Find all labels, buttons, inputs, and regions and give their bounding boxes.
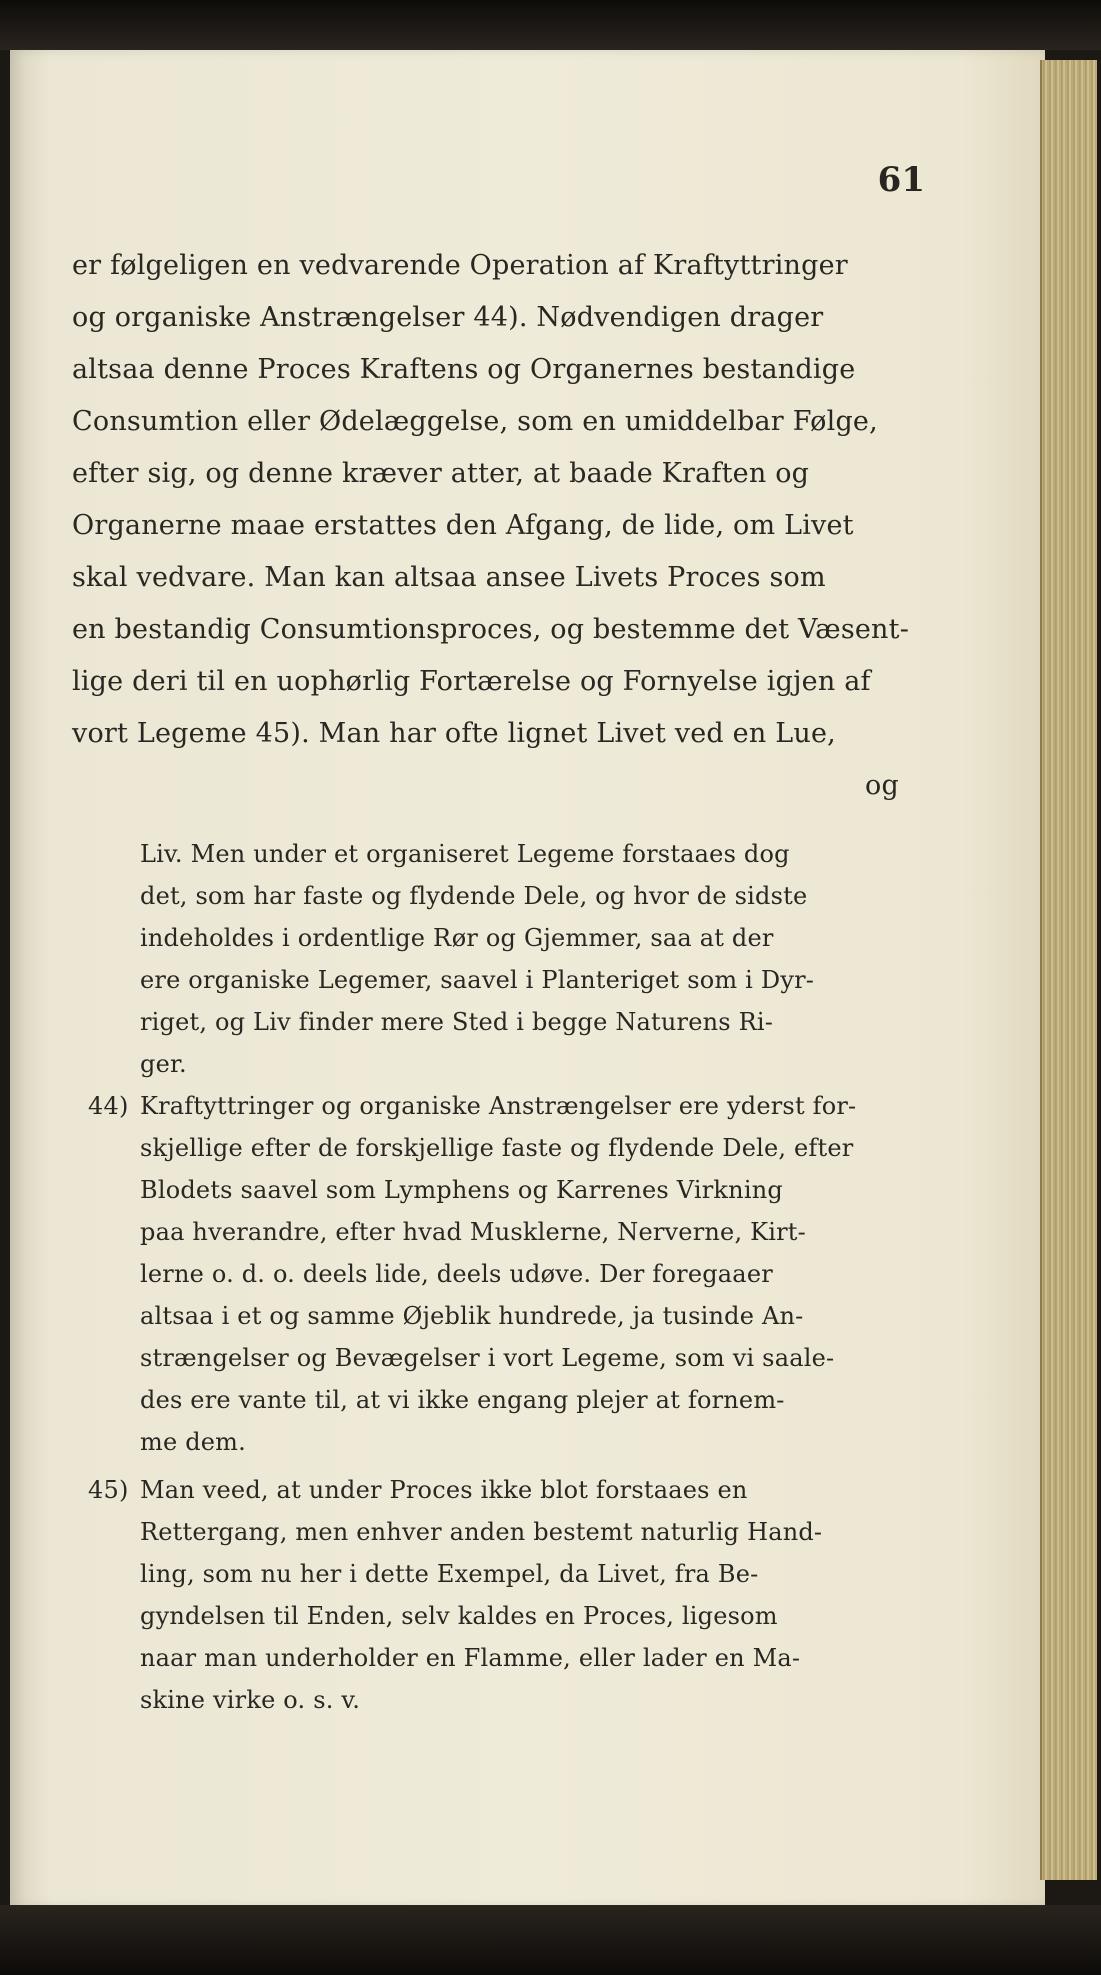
footnote-45-line: skine virke o. s. v. (140, 1686, 361, 1714)
continued-note-line: det, som har faste og flydende Dele, og hvor de sidste (140, 882, 808, 910)
footnote-44-marker: 44) (88, 1092, 129, 1120)
footnote-44-line: me dem. (140, 1428, 246, 1456)
footnote-44-line: des ere vante til, at vi ikke engang plejer at fornem- (140, 1386, 785, 1414)
main-text-line: og organiske Anstrængelser 44). Nødvendigen drager (72, 302, 824, 333)
page-number: 61 (877, 160, 925, 200)
continued-note-line: indeholdes i ordentlige Rør og Gjemmer, saa at der (140, 924, 774, 952)
main-text-line: altsaa denne Proces Kraftens og Organernes bestandige (72, 354, 856, 385)
main-text-line: skal vedvare. Man kan altsaa ansee Livets Proces som (72, 562, 826, 593)
footnote-45-line: naar man underholder en Flamme, eller lader en Ma- (140, 1644, 801, 1672)
footnote-44-line: paa hverandre, efter hvad Musklerne, Nerverne, Kirt- (140, 1218, 806, 1246)
footnote-44-line: altsaa i et og samme Øjeblik hundrede, ja tusinde An- (140, 1302, 804, 1330)
footnote-45-line: Man veed, at under Proces ikke blot forstaaes en (140, 1476, 748, 1504)
main-text-line: en bestandig Consumtionsproces, og bestemme det Væsent- (72, 614, 910, 645)
continued-note-line: ger. (140, 1050, 187, 1078)
main-text-line: Organerne maae erstattes den Afgang, de lide, om Livet (72, 510, 854, 541)
main-text-line: lige deri til en uophørlig Fortærelse og Fornyelse igjen af (72, 666, 871, 697)
main-text-line: vort Legeme 45). Man har ofte lignet Livet ved en Lue, (72, 718, 836, 749)
footnote-45-line: ling, som nu her i dette Exempel, da Livet, fra Be- (140, 1560, 759, 1588)
footnote-44-line: lerne o. d. o. deels lide, deels udøve. Der foregaaer (140, 1260, 773, 1288)
page-edges (1040, 60, 1097, 1880)
continued-note-line: Liv. Men under et organiseret Legeme forstaaes dog (140, 840, 790, 868)
continued-note-line: riget, og Liv finder mere Sted i begge Naturens Ri- (140, 1008, 774, 1036)
continued-note-line: ere organiske Legemer, saavel i Planteriget som i Dyr- (140, 966, 815, 994)
footnote-45-line: gyndelsen til Enden, selv kaldes en Proces, ligesom (140, 1602, 778, 1630)
main-text-line: Consumtion eller Ødelæggelse, som en umiddelbar Følge, (72, 406, 878, 437)
footnote-44-line: Blodets saavel som Lymphens og Karrenes Virkning (140, 1176, 783, 1204)
footnote-44-line: skjellige efter de forskjellige faste og flydende Dele, efter (140, 1134, 854, 1162)
footnote-45-line: Rettergang, men enhver anden bestemt naturlig Hand- (140, 1518, 823, 1546)
main-text-line: er følgeligen en vedvarende Operation af Kraftyttringer (72, 250, 848, 281)
catchword: og (865, 770, 899, 801)
footnote-44-line: Kraftyttringer og organiske Anstrængelser ere yderst for- (140, 1092, 857, 1120)
scanner-frame-bottom (0, 1905, 1101, 1975)
main-text-line: efter sig, og denne kræver atter, at baade Kraften og (72, 458, 810, 489)
footnote-44-line: strængelser og Bevægelser i vort Legeme, som vi saale- (140, 1344, 835, 1372)
footnote-45-marker: 45) (88, 1476, 129, 1504)
scanner-frame-top (0, 0, 1101, 50)
